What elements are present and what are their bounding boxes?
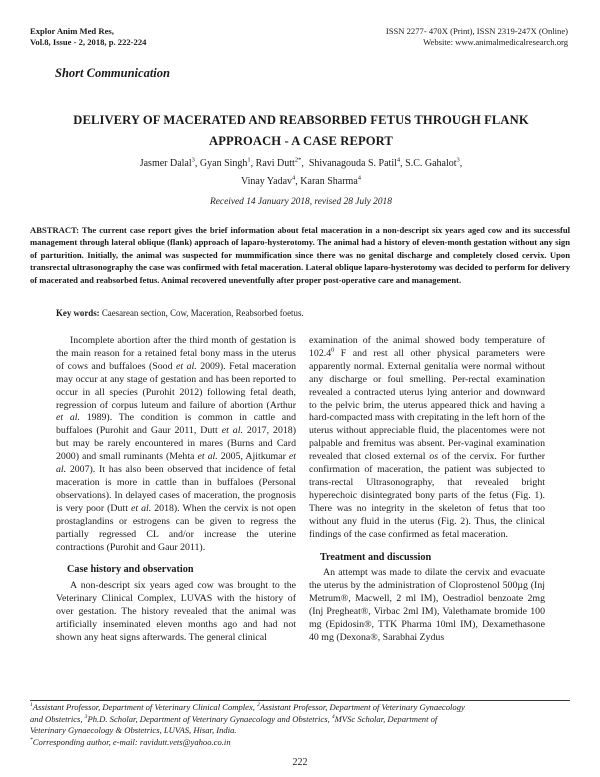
title-line-1: DELIVERY OF MACERATED AND REABSORBED FETUS THROUGH FLANK xyxy=(73,113,529,127)
received-date: Received 14 January 2018, revised 28 July 2018 xyxy=(210,197,392,207)
author: Vinay Yadav xyxy=(240,176,293,187)
footnote-line-4: *Corresponding author, e-mail: ravidutt.vets@yahoo.co.in xyxy=(30,736,231,747)
footnotes xyxy=(30,702,570,748)
section-label: Short Communication xyxy=(55,66,170,80)
author: Gyan Singh xyxy=(199,158,248,169)
footnote-line-2: and Obstetrics, $^3$Ph.D. Scholar, Department of Veterinary Gynaecology and Obstetrics, $^4$MVSc Scholar, Department of xyxy=(30,713,438,724)
journal-header xyxy=(30,26,146,48)
affiliation-mark: 4 xyxy=(357,174,362,182)
issn: ISSN 2277- 470X (Print), ISSN 2319-247X (Online) xyxy=(385,26,568,36)
author: Jasmer Dalal xyxy=(139,158,192,169)
issn-header xyxy=(268,26,568,48)
author: S.C. Gahalot xyxy=(405,158,457,169)
footnote-line-3: Veterinary Gynaecology & Obstetrics, LUVAS, Hisar, India. xyxy=(30,725,237,735)
keywords xyxy=(56,308,556,318)
keywords-label: Key words: xyxy=(56,308,100,318)
subhead-treatment: Treatment and discussion xyxy=(320,551,432,563)
left-column xyxy=(56,335,296,645)
examination-paragraph: examination of the animal showed body temperature of 102.4$^0$ F and rest all other physical parameters were apparently normal. External genitalia were normal without any discharge or foul smelling. Per-rectal examination revealed a contracted uterus lying anterior and downward to the pelvic brim, the uterus appeared thick and having a hard-compacted mass with crepitating in the left horn of the uterus without appreciable fluid, the placentomes were not palpable and fremitus was absent. Per-vaginal examination revealed that closed external os of the cervix. For further confirmation of maceration, the patient was subjected to trans-rectal Ultrasonography, that revealed bright hyperechoic disintegrated bony parts of the fetus (Fig. 1). There was no integrity in the skeleton of fetus that too without any fluid in the uterus (Fig. 2). Thus, the clinical findings of the case confirmed as fetal maceration. xyxy=(309,335,545,540)
footnote-divider xyxy=(30,700,570,701)
intro-paragraph: Incomplete abortion after the third month of gestation is the main reason for a retained fetal bony mass in the uterus of cows and buffaloes (Sood et al. 2009). Fetal maceration may occur at any stage of gestation and has been reported to occur in all species (Purohit 2012) following fetal death, regression of corpus luteum and failure of abortion (Arthur et al. 1989). The condition is common in cattle and buffaloes (Purohit and Gaur 2011, Dutt et al. 2017, 2018) but may be rarely encountered in mares (Burns and Card 2000) and small ruminants (Mehta et al. 2005, Ajitkumar et al. 2007). It has also been observed that incidence of fetal maceration is more in cattle than in buffaloes (Personal observations). In delayed cases of maceration, the prognosis is very poor (Dutt et al. 2018). When the cervix is not open prostaglandins or estrogens can be given to regress the partially regressed CL and/or increase the uterine contractions (Purohit and Gaur 2011). xyxy=(56,335,297,553)
footnote-line-1: $^1$Assistant Professor, Department of Veterinary Clinical Complex, $^2$Assistant Professor, Department of Veterinary Gynaecology xyxy=(30,702,465,712)
affiliation-mark: 3 xyxy=(456,156,460,164)
subhead-case-history: Case history and observation xyxy=(67,564,194,576)
website: Website: www.animalmedicalresearch.org xyxy=(423,37,568,47)
author: Ravi Dutt xyxy=(255,158,295,169)
affiliation-mark: 2* xyxy=(294,156,302,164)
journal-volume: Vol.8, Issue - 2, 2018, p. 222-224 xyxy=(30,37,147,47)
affiliation-mark: 4 xyxy=(292,174,296,182)
case-history-paragraph: A non-descript six years aged cow was brought to the Veterinary Clinical Complex, LUVAS with the history of over gestation. The history revealed that the animal was artificially inseminated eleven months ago and had not shown any heat signs afterwards. The general clinical xyxy=(56,580,296,643)
page-number: 222 xyxy=(292,757,308,768)
author-line-2: Vinay Yadav$^4$, Karan Sharma$^4$ xyxy=(240,174,362,187)
keywords-text: Caesarean section, Cow, Maceration, Reabsorbed foetus. xyxy=(101,308,304,318)
author: Karan Sharma xyxy=(300,176,358,187)
journal-name: Explor Anim Med Res, xyxy=(30,26,114,36)
affiliation-mark: 3 xyxy=(191,156,195,164)
right-column xyxy=(309,335,545,645)
author: Shivanagouda S. Patil xyxy=(308,158,397,169)
author-line-1: Jasmer Dalal$^3$, Gyan Singh$^1$, Ravi Dutt$^{2*}$, Shivanagouda S. Patil$^4$, S.C. Gahalot$^3$, xyxy=(139,156,463,169)
abstract: ABSTRACT: The current case report gives the brief information about fetal maceration in a non-descript six years aged cow and its successful management through lateral oblique (flank) approach of laparo-hysterotomy. The animal had a history of eleven-month gestation without any sign of parturition. Initially, the animal was suspected for mummification since there was no genital discharge and completely closed cervix. Upon transrectal ultrasonography the case was confirmed with fetal maceration. Lateral oblique laparo-hysterotomy was decided to perform for delivery of macerated and reabsorbed fetus. Animal recovered uneventfully after proper post-operative care and management. xyxy=(30,225,570,285)
treatment-paragraph: An attempt was made to dilate the cervix and evacuate the uterus by the administration of Cloprostenol 500µg (Inj Metrum®, Macwell, 2 ml IM), Oestradiol benzoate 2mg (Inj Pregheat®, Virbac 2ml IM), Valethamate bromide 100 mg (Epidosin®, TTK Pharma 10ml IM), Dexamethasone 40 mg (Dexona®, Sarabhai Zydus xyxy=(309,567,545,643)
article-title xyxy=(40,110,562,152)
affiliation-mark: 1 xyxy=(247,156,251,164)
affiliation-mark: 4 xyxy=(396,156,401,164)
title-line-2: APPROACH - A CASE REPORT xyxy=(209,134,393,148)
author-list xyxy=(60,155,542,191)
